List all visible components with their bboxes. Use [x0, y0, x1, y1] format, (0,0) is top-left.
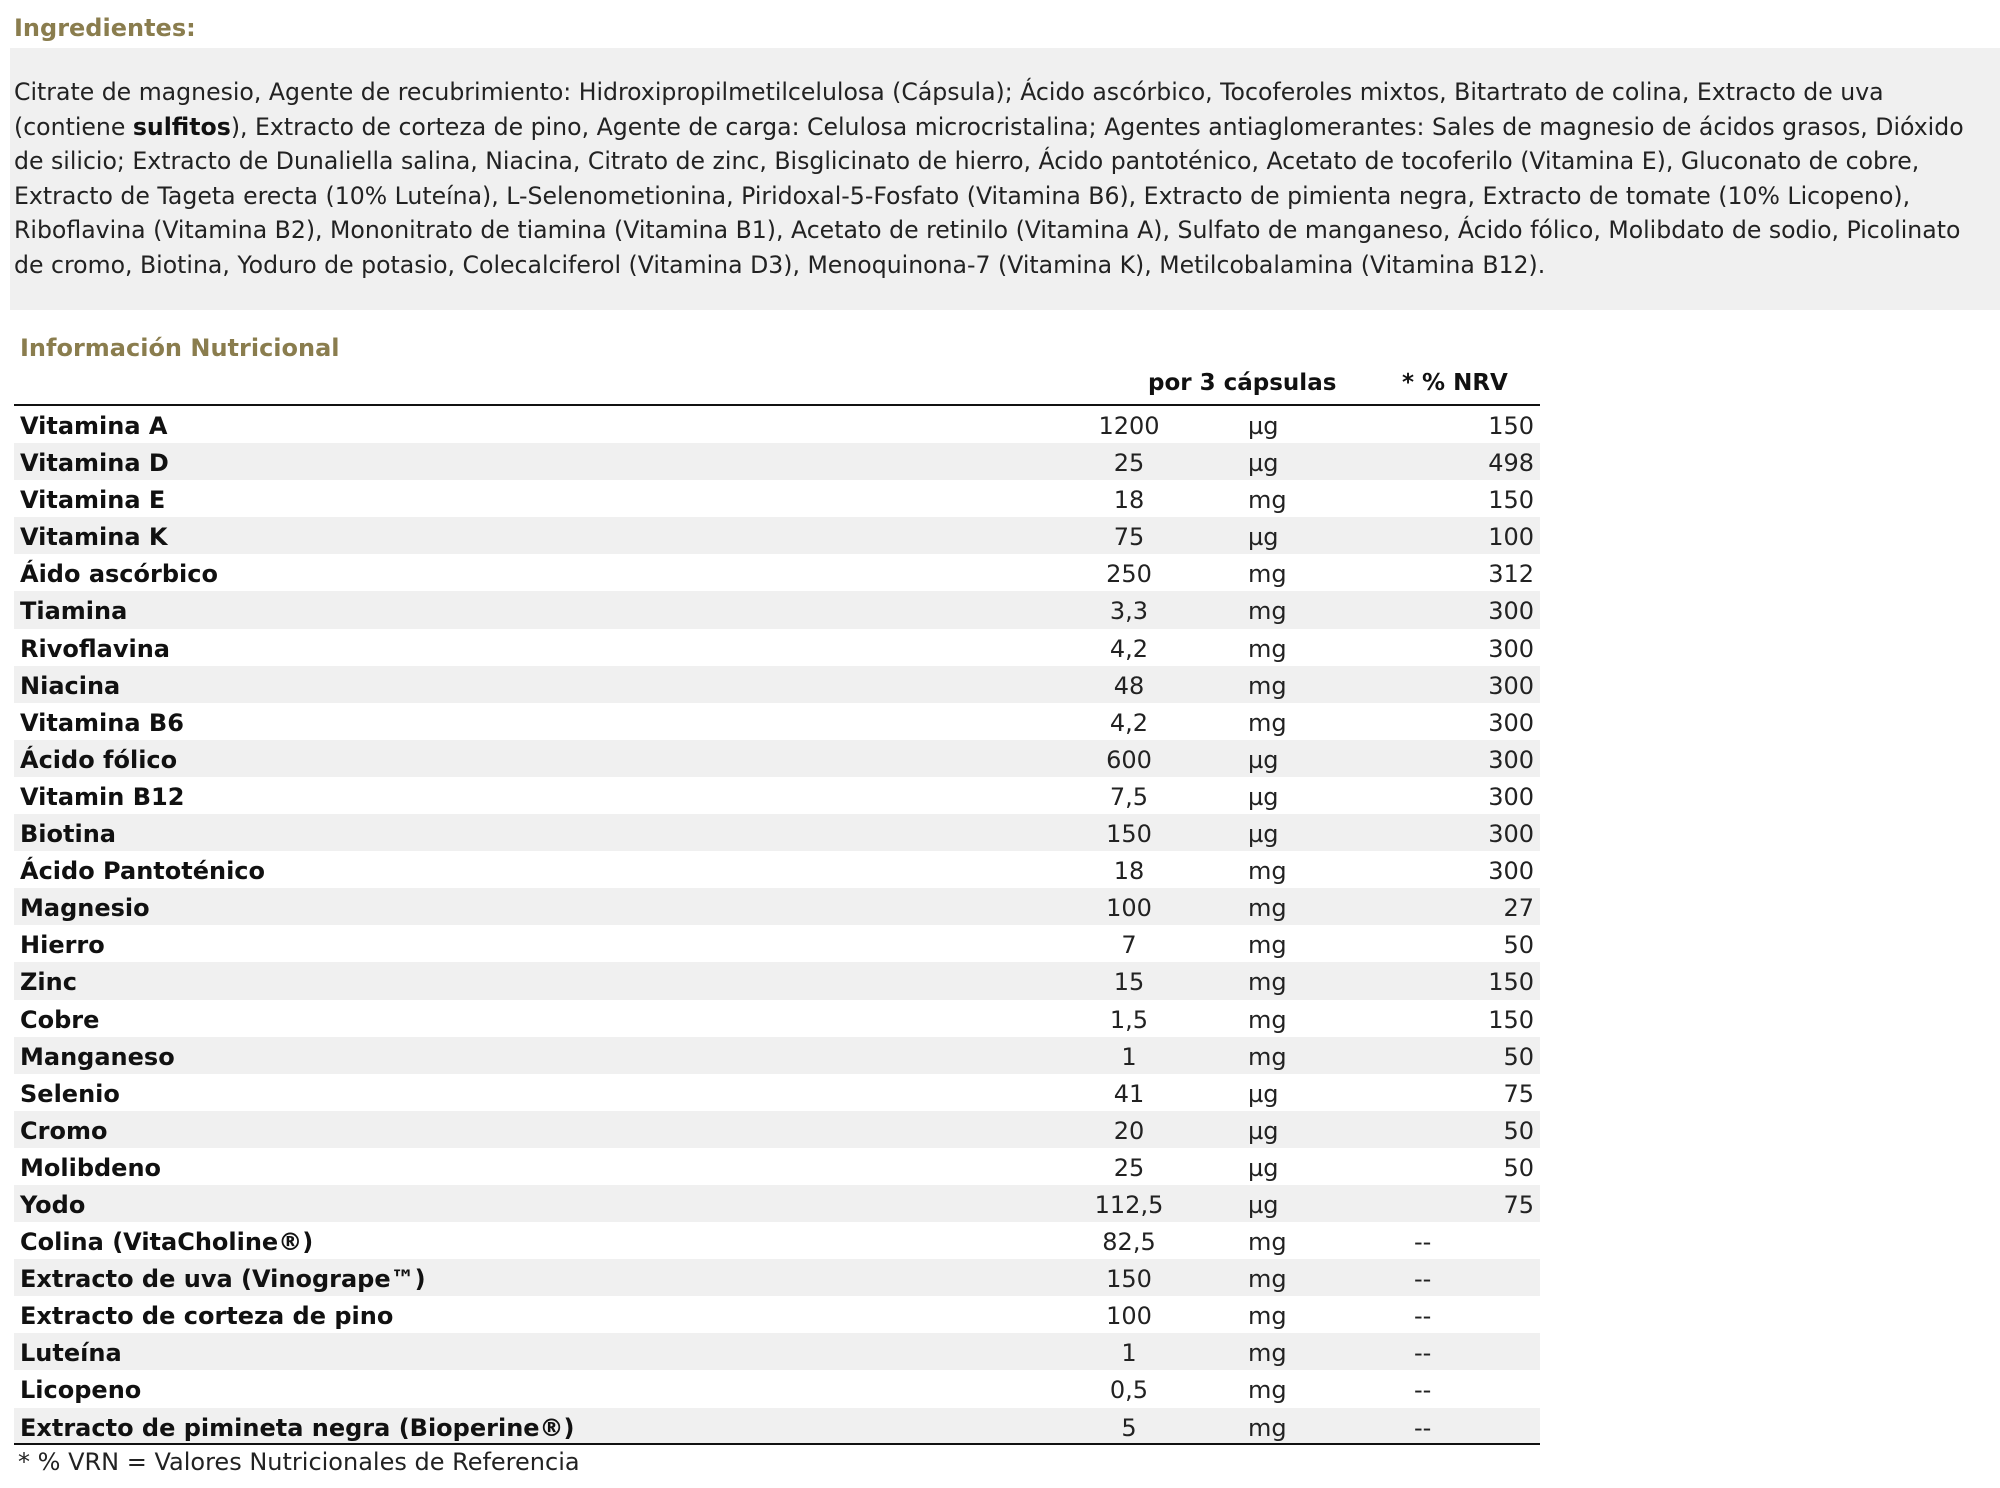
nutrient-nrv: 300 [1488, 820, 1534, 849]
nutrient-name: Vitamina E [20, 486, 166, 515]
nutrient-name: Cromo [20, 1116, 108, 1145]
nutrient-name: Molibdeno [20, 1153, 162, 1182]
nutrient-nrv: 300 [1488, 597, 1534, 626]
nutrient-amount: 3,3 [1109, 597, 1149, 626]
table-row [14, 480, 1540, 517]
nutrient-unit: µg [1248, 523, 1279, 552]
nutrient-nrv: 312 [1488, 560, 1534, 589]
nutrient-name: Hierro [20, 931, 105, 960]
nutrient-unit: µg [1248, 782, 1279, 811]
table-row [14, 1222, 1540, 1259]
nutrient-name: Yodo [20, 1190, 86, 1219]
table-row [14, 740, 1540, 777]
nutrient-amount: 15 [1113, 968, 1145, 997]
nutrient-unit: mg [1248, 634, 1287, 663]
nutrient-amount: 4,2 [1109, 634, 1149, 663]
table-row [14, 888, 1540, 925]
table-row [14, 925, 1540, 962]
nutrient-name: Ácido fólico [20, 745, 178, 774]
table-row [14, 1074, 1540, 1111]
footnote: * % VRN = Valores Nutricionales de Referencia [18, 1448, 580, 1476]
nutrient-nrv: 50 [1503, 1153, 1534, 1182]
nutrient-name: Cobre [20, 1005, 100, 1034]
nutrient-unit: mg [1248, 1339, 1287, 1368]
nutrient-amount: 4,2 [1109, 708, 1149, 737]
nutrient-nrv: -- [1414, 1228, 1432, 1257]
nutrient-unit: µg [1248, 1190, 1279, 1219]
nutrient-name: Selenio [20, 1079, 120, 1108]
nutrient-name: Vitamina B6 [20, 708, 184, 737]
nutrient-amount: 100 [1106, 1302, 1152, 1331]
table-bottom-rule [14, 1443, 1540, 1445]
nutrient-unit: mg [1248, 1413, 1287, 1442]
nutrient-amount: 18 [1113, 486, 1145, 515]
nutrient-nrv: 150 [1488, 968, 1534, 997]
nutrient-unit: mg [1248, 560, 1287, 589]
nutrient-name: Vitamina D [20, 449, 169, 478]
nutrient-amount: 75 [1113, 523, 1145, 552]
nutrient-amount: 1 [1121, 1042, 1137, 1071]
nutrient-name: Vitamina A [20, 412, 168, 440]
nutrition-table [14, 406, 1540, 1445]
ingredients-text-before: Citrate de magnesio, Agente de recubrimiento: Hidroxipropilmetilcelulosa (Cápsula); Ácido ascórbico, Tocoferoles mixtos, Bitartrato de colina, Extracto de uva (contiene [14, 78, 1884, 141]
nutrient-name: Rivoflavina [20, 634, 170, 663]
nutrient-name: Manganeso [20, 1042, 175, 1071]
nutrient-unit: mg [1248, 931, 1287, 960]
nutrient-name: Zinc [20, 968, 77, 997]
table-row [14, 517, 1540, 554]
nutrient-nrv: 300 [1488, 671, 1534, 700]
nutrient-unit: µg [1248, 412, 1279, 440]
nutrient-unit: µg [1248, 1153, 1279, 1182]
nutrient-nrv: 498 [1488, 449, 1534, 478]
table-row [14, 814, 1540, 851]
nutrient-unit: mg [1248, 1265, 1287, 1294]
nutrient-nrv: 300 [1488, 634, 1534, 663]
nutrient-nrv: 300 [1488, 708, 1534, 737]
nutrient-name: Vitamina K [20, 523, 168, 552]
nutrient-nrv: 27 [1503, 894, 1534, 923]
nutrient-nrv: 75 [1503, 1079, 1534, 1108]
table-row [14, 1148, 1540, 1185]
table-row [14, 1408, 1540, 1445]
nutrient-unit: mg [1248, 1302, 1287, 1331]
table-row [14, 962, 1540, 999]
nutrient-amount: 1 [1121, 1339, 1137, 1368]
nutrient-nrv: -- [1414, 1339, 1432, 1368]
nutrient-name: Extracto de pimineta negra (Bioperine®) [20, 1413, 575, 1442]
nutrient-amount: 25 [1113, 449, 1145, 478]
nutrient-unit: µg [1248, 1079, 1279, 1108]
table-row [14, 443, 1540, 480]
nutrient-amount: 82,5 [1102, 1228, 1156, 1257]
ingredients-text [14, 75, 1996, 283]
table-row [14, 666, 1540, 703]
nutrient-amount: 20 [1113, 1116, 1145, 1145]
nutrient-name: Áido ascórbico [20, 560, 218, 589]
nutrient-amount: 150 [1106, 1265, 1152, 1294]
nutrient-nrv: 50 [1503, 1116, 1534, 1145]
nutrient-nrv: 300 [1488, 857, 1534, 886]
nutrient-amount: 100 [1106, 894, 1152, 923]
nutrient-name: Extracto de uva (Vinogrape™) [20, 1265, 426, 1294]
nutrient-amount: 5 [1121, 1413, 1137, 1442]
nutrient-unit: µg [1248, 745, 1279, 774]
nutrient-nrv: 150 [1488, 412, 1534, 440]
nutrient-amount: 1200 [1098, 412, 1160, 440]
nutrient-unit: mg [1248, 968, 1287, 997]
nutrient-amount: 18 [1113, 857, 1145, 886]
table-row [14, 591, 1540, 628]
header-per-serving: por 3 cápsulas [1148, 370, 1337, 396]
nutrient-unit: µg [1248, 1116, 1279, 1145]
nutrient-name: Vitamin B12 [20, 782, 185, 811]
nutrient-unit: mg [1248, 857, 1287, 886]
nutrient-amount: 7,5 [1109, 782, 1149, 811]
nutrient-unit: mg [1248, 894, 1287, 923]
nutrient-name: Extracto de corteza de pino [20, 1302, 394, 1331]
table-row [14, 1037, 1540, 1074]
nutrient-nrv: 50 [1503, 1042, 1534, 1071]
table-row [14, 406, 1540, 443]
nutrient-unit: mg [1248, 1376, 1287, 1405]
nutrient-nrv: -- [1414, 1413, 1432, 1442]
nutrient-unit: µg [1248, 449, 1279, 478]
table-row [14, 554, 1540, 591]
nutrient-amount: 25 [1113, 1153, 1145, 1182]
nutrient-amount: 150 [1106, 820, 1152, 849]
nutrient-nrv: -- [1414, 1376, 1432, 1405]
nutrient-amount: 48 [1113, 671, 1145, 700]
nutrient-unit: mg [1248, 1005, 1287, 1034]
nutrient-nrv: -- [1414, 1302, 1432, 1331]
table-row [14, 1111, 1540, 1148]
nutrient-amount: 0,5 [1109, 1376, 1149, 1405]
nutrient-name: Ácido Pantoténico [20, 857, 266, 886]
nutrient-amount: 41 [1113, 1079, 1145, 1108]
ingredients-box [10, 48, 2000, 310]
nutrient-name: Tiamina [20, 597, 128, 626]
table-row [14, 703, 1540, 740]
nutrient-amount: 7 [1121, 931, 1137, 960]
table-row [14, 1259, 1540, 1296]
nutrient-nrv: 150 [1488, 1005, 1534, 1034]
nutrient-nrv: 50 [1503, 931, 1534, 960]
nutrient-amount: 112,5 [1094, 1190, 1164, 1219]
table-row [14, 629, 1540, 666]
nutrient-unit: mg [1248, 1042, 1287, 1071]
table-row [14, 1185, 1540, 1222]
nutrient-name: Licopeno [20, 1376, 142, 1405]
table-row [14, 1370, 1540, 1407]
nutrient-name: Luteína [20, 1339, 122, 1368]
table-row [14, 1000, 1540, 1037]
nutrient-name: Magnesio [20, 894, 150, 923]
nutrient-unit: µg [1248, 820, 1279, 849]
nutrient-name: Biotina [20, 820, 116, 849]
nutrient-unit: mg [1248, 671, 1287, 700]
table-row [14, 851, 1540, 888]
table-row [14, 1296, 1540, 1333]
nutrient-name: Niacina [20, 671, 121, 700]
table-row [14, 1333, 1540, 1370]
nutrient-unit: mg [1248, 597, 1287, 626]
nutrition-title: Información Nutricional [20, 334, 340, 362]
ingredients-text-after: ), Extracto de corteza de pino, Agente de carga: Celulosa microcristalina; Agentes antiaglomerantes: Sales de magnesio de ácidos grasos, Dióxido de silicio; Extracto de Dunaliella salina, Niacina, Citrato de zinc, Bisglicinato de hierro, Ácido pantoténico, Acetato de tocoferilo (Vitamina E), Gluconato de cobre, Extracto de Tageta erecta (10% Luteína), L-Selenometionina, Piridoxal-5-Fosfato (Vitamina B6), Extracto de pimienta negra, Extracto de tomate (10% Licopeno), Riboflavina (Vitamina B2), Mononitrato de tiamina (Vitamina B1), Acetato de retinilo (Vitamina A), Sulfato de manganeso, Ácido fólico, Molibdato de sodio, Picolinato de cromo, Biotina, Yoduro de potasio, Colecalciferol (Vitamina D3), Menoquinona-7 (Vitamina K), Metilcobalamina (Vitamina B12). [14, 112, 1964, 279]
nutrient-unit: mg [1248, 1228, 1287, 1257]
nutrient-amount: 1,5 [1109, 1005, 1149, 1034]
ingredients-allergen: sulfitos [132, 112, 231, 141]
nutrient-amount: 250 [1106, 560, 1152, 589]
nutrient-nrv: 300 [1488, 745, 1534, 774]
header-nrv: * % NRV [1402, 370, 1508, 396]
nutrient-name: Colina (VitaCholine®) [20, 1228, 314, 1257]
nutrient-amount: 600 [1106, 745, 1152, 774]
ingredients-title: Ingredientes: [14, 14, 196, 42]
nutrient-nrv: 100 [1488, 523, 1534, 552]
nutrient-unit: mg [1248, 486, 1287, 515]
nutrient-nrv: 300 [1488, 782, 1534, 811]
table-row [14, 777, 1540, 814]
nutrient-nrv: 150 [1488, 486, 1534, 515]
nutrient-nrv: 75 [1503, 1190, 1534, 1219]
nutrient-nrv: -- [1414, 1265, 1432, 1294]
nutrient-unit: mg [1248, 708, 1287, 737]
